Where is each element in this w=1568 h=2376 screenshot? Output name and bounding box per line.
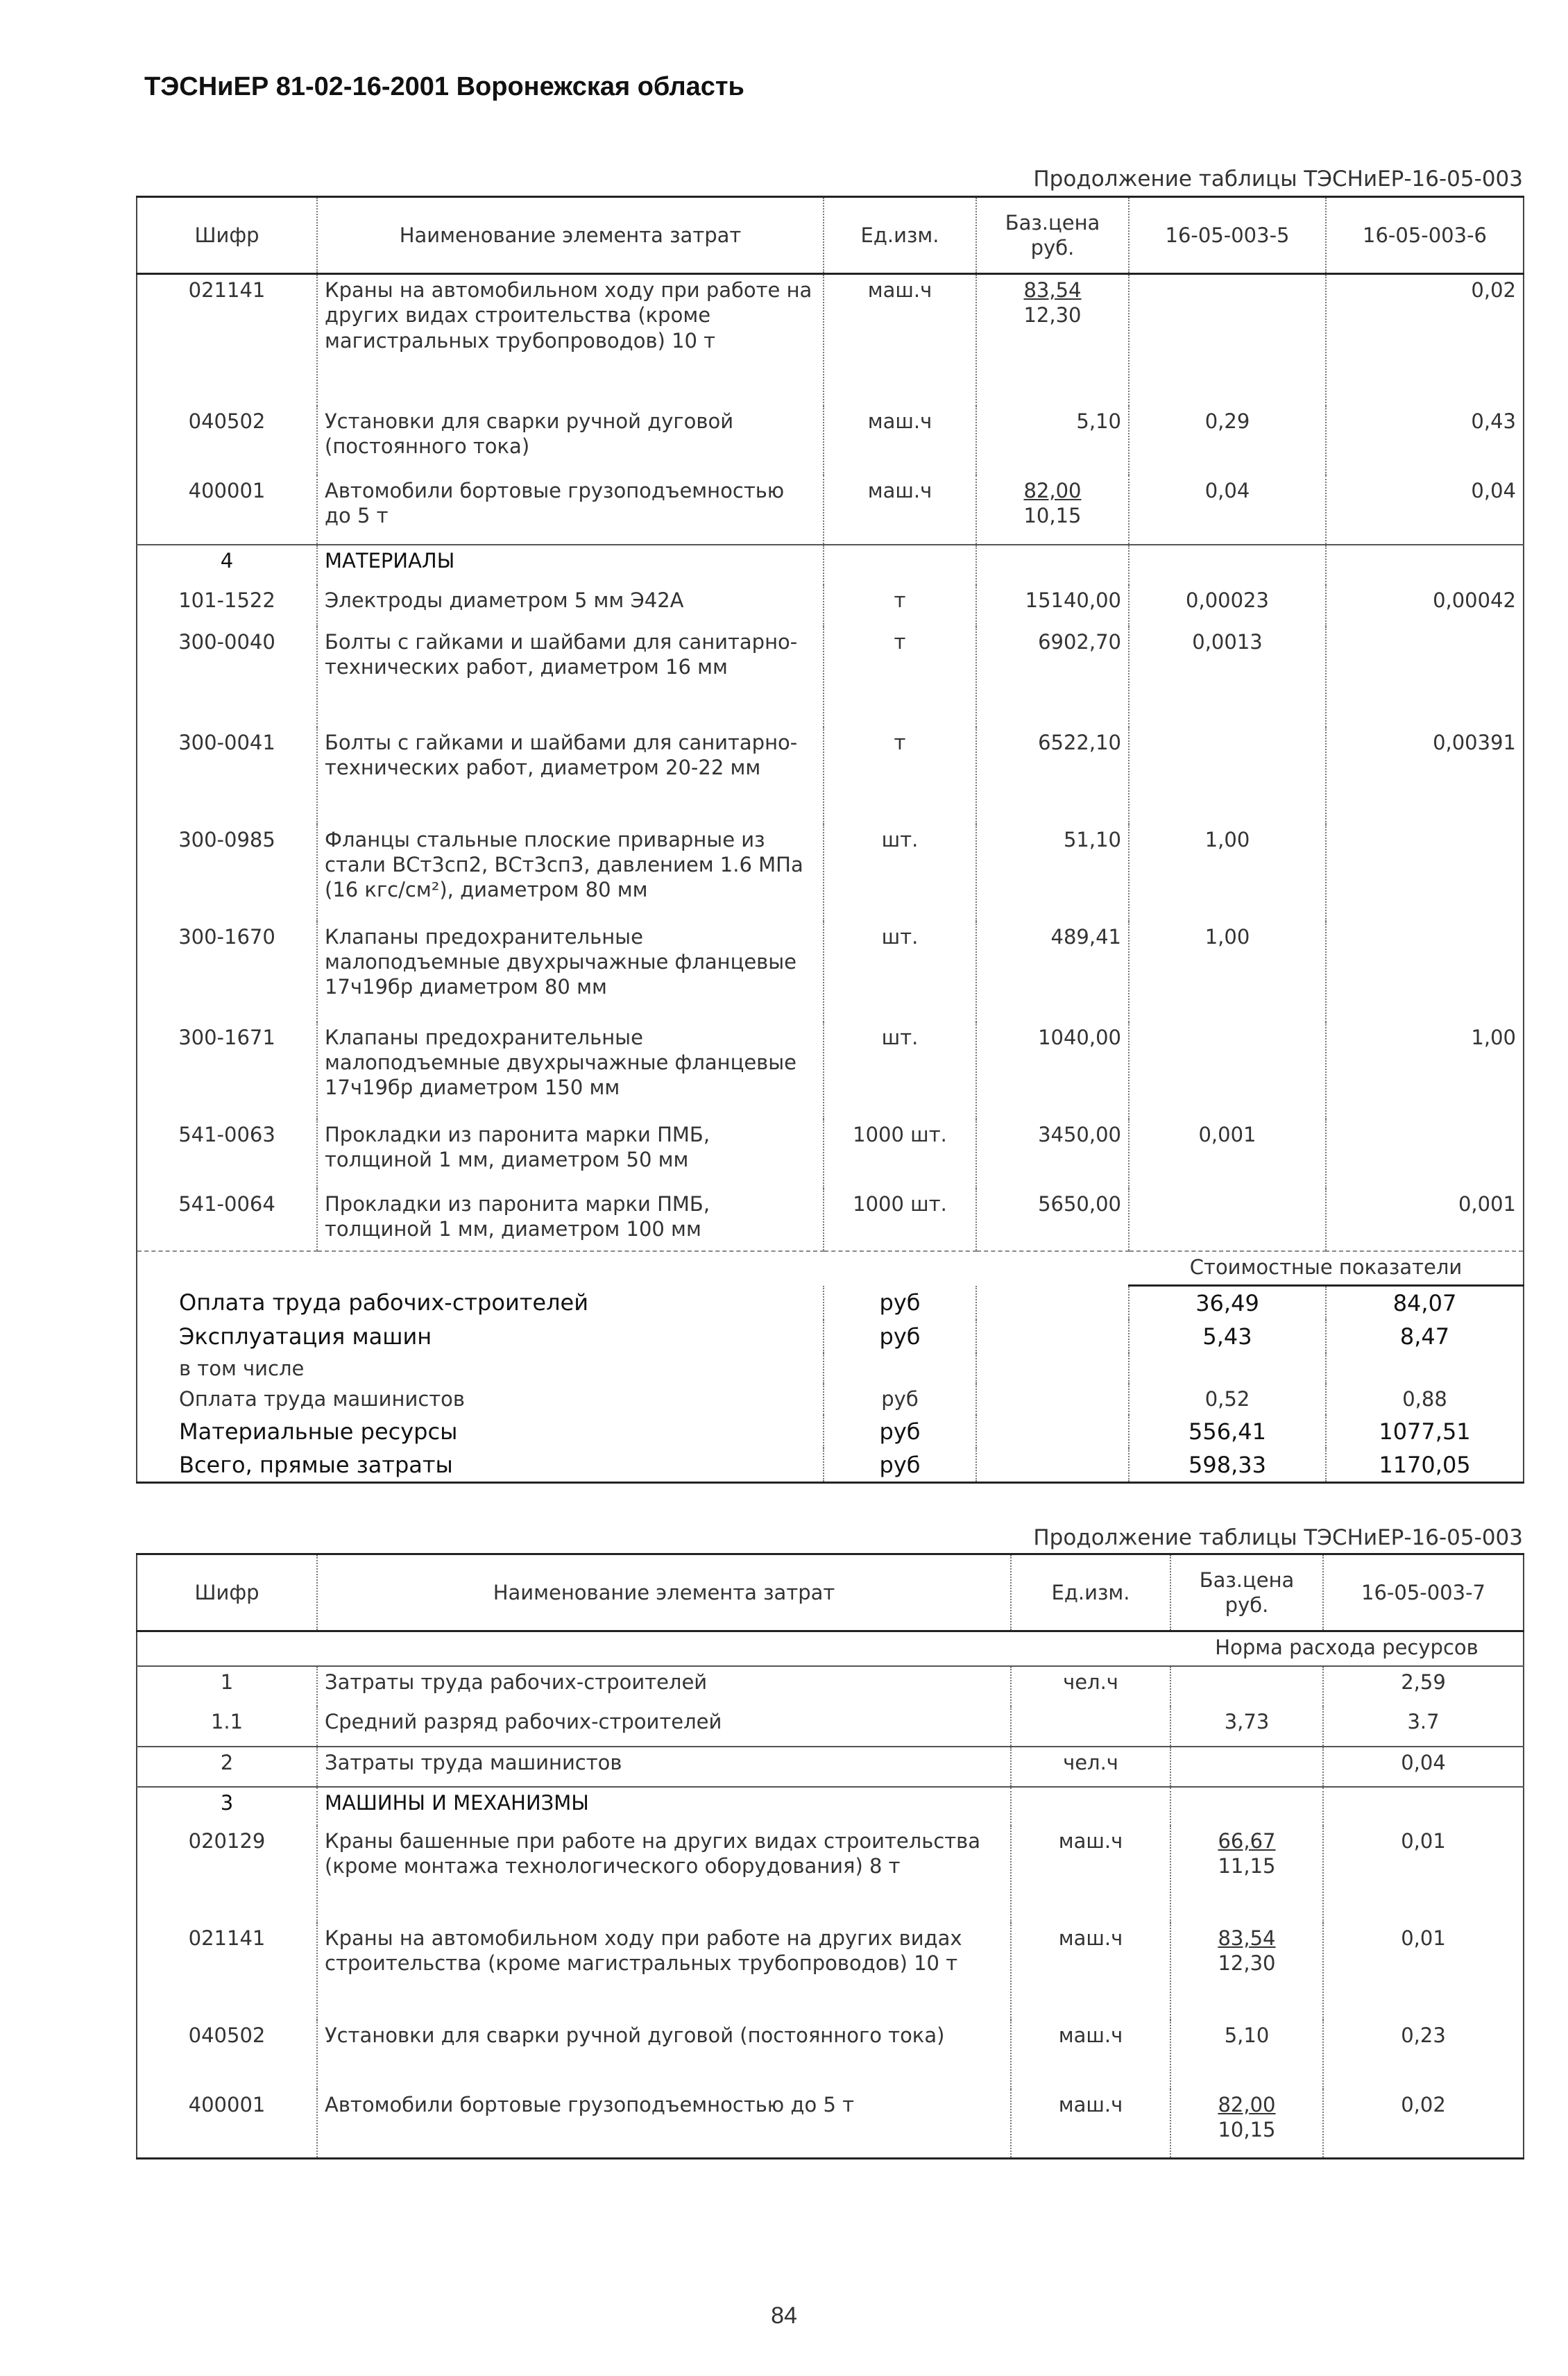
header-code: Шифр bbox=[137, 1554, 317, 1631]
header-price: Баз.цена руб. bbox=[976, 197, 1129, 274]
table1-header-row bbox=[137, 197, 1524, 274]
table-row: 021141 Краны на автомобильном ходу при работе на других видах строительства (кроме магистральных трубопроводов) 10 т маш.ч 83,54 12,30 0,01 bbox=[137, 1923, 1524, 2020]
summary-row: Оплата труда машинистов руб 0,52 0,88 bbox=[137, 1384, 1524, 1414]
header-name: Наименование элемента затрат bbox=[317, 1554, 1011, 1631]
header-code: Шифр bbox=[137, 197, 317, 274]
norm-header: Норма расхода ресурсов bbox=[1170, 1631, 1524, 1666]
table-row: 300-0041 Болты с гайками и шайбами для санитарно-технических работ, диаметром 20-22 мм т 6522,10 0,00391 bbox=[137, 727, 1524, 824]
summary-row: Оплата труда рабочих-строителей руб 36,49 84,07 bbox=[137, 1286, 1524, 1321]
header-col-5: 16-05-003-5 bbox=[1129, 197, 1326, 274]
table2-header-row bbox=[137, 1554, 1524, 1631]
header-name: Наименование элемента затрат bbox=[317, 197, 824, 274]
table-row: 1 Затраты труда рабочих-строителей чел.ч 2,59 bbox=[137, 1666, 1524, 1706]
table-row: 040502 Установки для сварки ручной дуговой (постоянного тока) маш.ч 5,10 0,23 bbox=[137, 2020, 1524, 2089]
cost-header: Стоимостные показатели bbox=[1129, 1251, 1524, 1286]
table-row: 541-0063 Прокладки из паронита марки ПМБ, толщиной 1 мм, диаметром 50 мм 1000 шт. 3450,00 0,001 bbox=[137, 1119, 1524, 1189]
table-row: 300-1670 Клапаны предохранительные малоподъемные двухрычажные фланцевые 17ч19бр диаметром 80 мм шт. 489,41 1,00 bbox=[137, 922, 1524, 1022]
header-unit: Ед.изм. bbox=[1011, 1554, 1170, 1631]
header-price: Баз.цена руб. bbox=[1170, 1554, 1323, 1631]
table-row: 300-1671 Клапаны предохранительные малоподъемные двухрычажные фланцевые 17ч19бр диаметром 150 мм шт. 1040,00 1,00 bbox=[137, 1022, 1524, 1119]
table-row: 400001 Автомобили бортовые грузоподъемностью до 5 т маш.ч 82,00 10,15 0,02 bbox=[137, 2089, 1524, 2159]
header-col-7: 16-05-003-7 bbox=[1323, 1554, 1524, 1631]
summary-row: в том числе bbox=[137, 1353, 1524, 1384]
norm-header-row bbox=[137, 1631, 1524, 1666]
table2 bbox=[136, 1553, 1524, 2159]
summary-row: Всего, прямые затраты руб 598,33 1170,05 bbox=[137, 1448, 1524, 1483]
table-row: 1.1 Средний разряд рабочих-строителей 3,73 3.7 bbox=[137, 1706, 1524, 1747]
table-row: 101-1522 Электроды диаметром 5 мм Э42А т 15140,00 0,00023 0,00042 bbox=[137, 585, 1524, 627]
document-title: ТЭСНиЕР 81-02-16-2001 Воронежская область bbox=[144, 72, 744, 101]
section-row-machines: 3 МАШИНЫ И МЕХАНИЗМЫ bbox=[137, 1787, 1524, 1826]
summary-row: Материальные ресурсы руб 556,41 1077,51 bbox=[137, 1415, 1524, 1448]
table-row: 300-0040 Болты с гайками и шайбами для санитарно-технических работ, диаметром 16 мм т 6902,70 0,0013 bbox=[137, 627, 1524, 727]
table2-continuation: Продолжение таблицы ТЭСНиЕР-16-05-003 bbox=[1033, 1525, 1523, 1550]
table1-continuation: Продолжение таблицы ТЭСНиЕР-16-05-003 bbox=[1033, 167, 1523, 192]
section-row-materials: 4 МАТЕРИАЛЫ bbox=[137, 545, 1524, 585]
table-row: 400001 Автомобили бортовые грузоподъемностью до 5 т маш.ч 82,00 10,15 0,04 0,04 bbox=[137, 475, 1524, 545]
table-row: 020129 Краны башенные при работе на других видах строительства (кроме монтажа технологического оборудования) 8 т маш.ч 66,67 11,15 0,01 bbox=[137, 1826, 1524, 1923]
table-row: 2 Затраты труда машинистов чел.ч 0,04 bbox=[137, 1747, 1524, 1787]
table-row: 021141 Краны на автомобильном ходу при работе на других видах строительства (кроме магистральных трубопроводов) 10 т маш.ч 83,54 12,30 0,02 bbox=[137, 274, 1524, 406]
cost-header-row bbox=[137, 1251, 1524, 1286]
table1 bbox=[136, 196, 1524, 1484]
summary-row: Эксплуатация машин руб 5,43 8,47 bbox=[137, 1320, 1524, 1353]
header-unit: Ед.изм. bbox=[824, 197, 976, 274]
table-row: 040502 Установки для сварки ручной дуговой (постоянного тока) маш.ч 5,10 0,29 0,43 bbox=[137, 406, 1524, 475]
page-number: 84 bbox=[771, 2302, 797, 2329]
table-row: 300-0985 Фланцы стальные плоские приварные из стали ВСт3сп2, ВСт3сп3, давлением 1.6 МПа (16 кгс/см²), диаметром 80 мм шт. 51,10 1,00 bbox=[137, 824, 1524, 922]
table-row: 541-0064 Прокладки из паронита марки ПМБ, толщиной 1 мм, диаметром 100 мм 1000 шт. 5650,00 0,001 bbox=[137, 1189, 1524, 1251]
header-col-6: 16-05-003-6 bbox=[1326, 197, 1524, 274]
